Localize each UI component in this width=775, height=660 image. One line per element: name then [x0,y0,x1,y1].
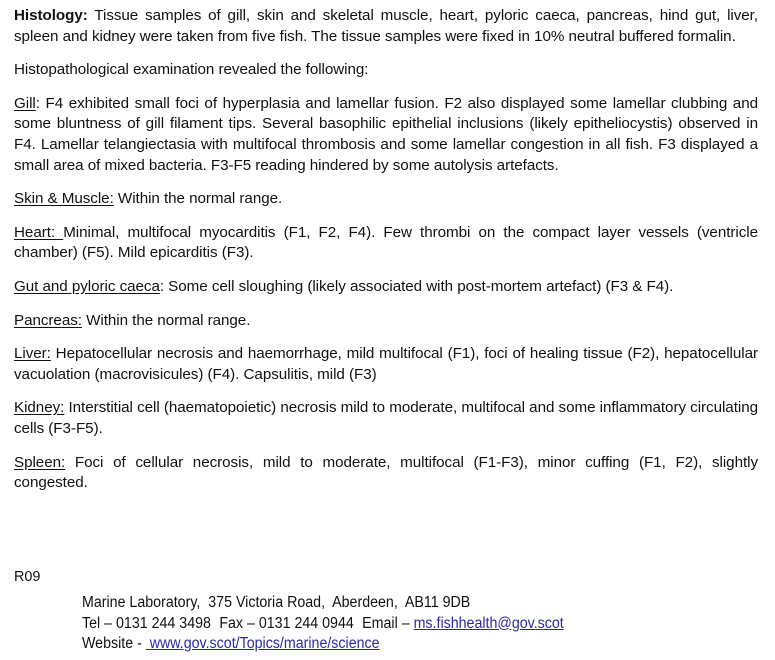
section-spleen-heading: Spleen: [14,453,66,471]
section-gut-pyloric-caeca [14,277,758,298]
fax-value: 0131 244 0944 [258,614,354,632]
laboratory-address [82,593,711,655]
reference-code: R09 [14,569,41,585]
section-kidney-heading: Kidney: [14,399,65,417]
website-label: Website - [82,635,146,652]
histology-heading: Histology: [14,7,88,24]
paragraph-intro: Histopathological examination revealed the following: [14,61,369,79]
section-spleen [14,453,758,494]
email-label: Email – [362,614,414,632]
document-footer [14,568,758,655]
section-liver-text: Hepatocellular necrosis and haemorrhage, mild multifocal (F1), foci of healing tissue (F2), hepatocellular vacuolation (macrovisicules) (F4). Capsulitis, mild (F3) [14,345,758,383]
address-line: Marine Laboratory, 375 Victoria Road, Aberdeen, AB11 9DB [82,594,471,611]
section-kidney-text: Interstitial cell (haematopoietic) necrosis mild to moderate, multifocal and some inflammatory circulating cells (F3-F5). [14,399,758,437]
fax-label: Fax – [219,614,259,632]
section-gill [14,94,758,176]
report-body [14,6,758,494]
histology-text: Tissue samples of gill, skin and skeletal muscle, heart, pyloric caeca, pancreas, hind gut, liver, spleen and kidney were taken from five fish. The tissue samples were fixed in 10% neutral buffered formalin. [14,7,758,45]
section-heart [14,223,758,264]
section-liver-heading: Liver: [14,345,51,363]
section-gut-heading: Gut and pyloric caeca [14,277,160,295]
website-link[interactable]: www.gov.scot/Topics/marine/science [145,635,380,652]
website-line [82,634,711,655]
section-skin-muscle-text: Within the normal range. [113,190,283,208]
section-spleen-text: Foci of cellular necrosis, mild to moderate, multifocal (F1-F3), minor cuffing (F1, F2), slightly congested. [14,453,758,492]
section-pancreas [14,311,758,332]
section-heart-text: Minimal, multifocal myocarditis (F1, F2, F4). Few thrombi on the compact layer vessels (ventricle chamber) (F5). Mild epicarditis (F3). [14,223,758,262]
section-heart-heading: Heart: [14,223,64,241]
section-gill-heading: Gill [14,94,36,112]
tel-label: Tel – [82,614,117,632]
section-gill-text: F4 exhibited small foci of hyperplasia and lamellar fusion. F2 also displayed some lamellar clubbing and some bluntness of gill filament tips. Several basophilic epithelial inclusions (likely epitheliocystis) observed in F4. Lamellar telangiectasia with multifocal thrombosis and some lamellar congestion in all fish. F3 displayed a small area of mixed bacteria. F3-F5 reading hindered by some autolysis artefacts. [14,94,758,174]
section-liver [14,344,758,385]
tel-value: 0131 244 3498 [116,614,211,632]
section-pancreas-heading: Pancreas: [14,311,82,329]
paragraph-histology [14,6,758,47]
section-gut-colon: : [159,277,165,295]
contact-line [82,614,711,635]
section-skin-muscle [14,189,758,210]
section-gut-text: Some cell sloughing (likely associated with post-mortem artefact) (F3 & F4). [164,277,674,295]
section-kidney [14,398,758,439]
section-gill-colon: : [35,94,40,112]
email-link[interactable]: ms.fishhealth@gov.scot [413,614,564,632]
section-pancreas-text: Within the normal range. [81,311,251,329]
section-skin-muscle-heading: Skin & Muscle: [14,190,114,208]
